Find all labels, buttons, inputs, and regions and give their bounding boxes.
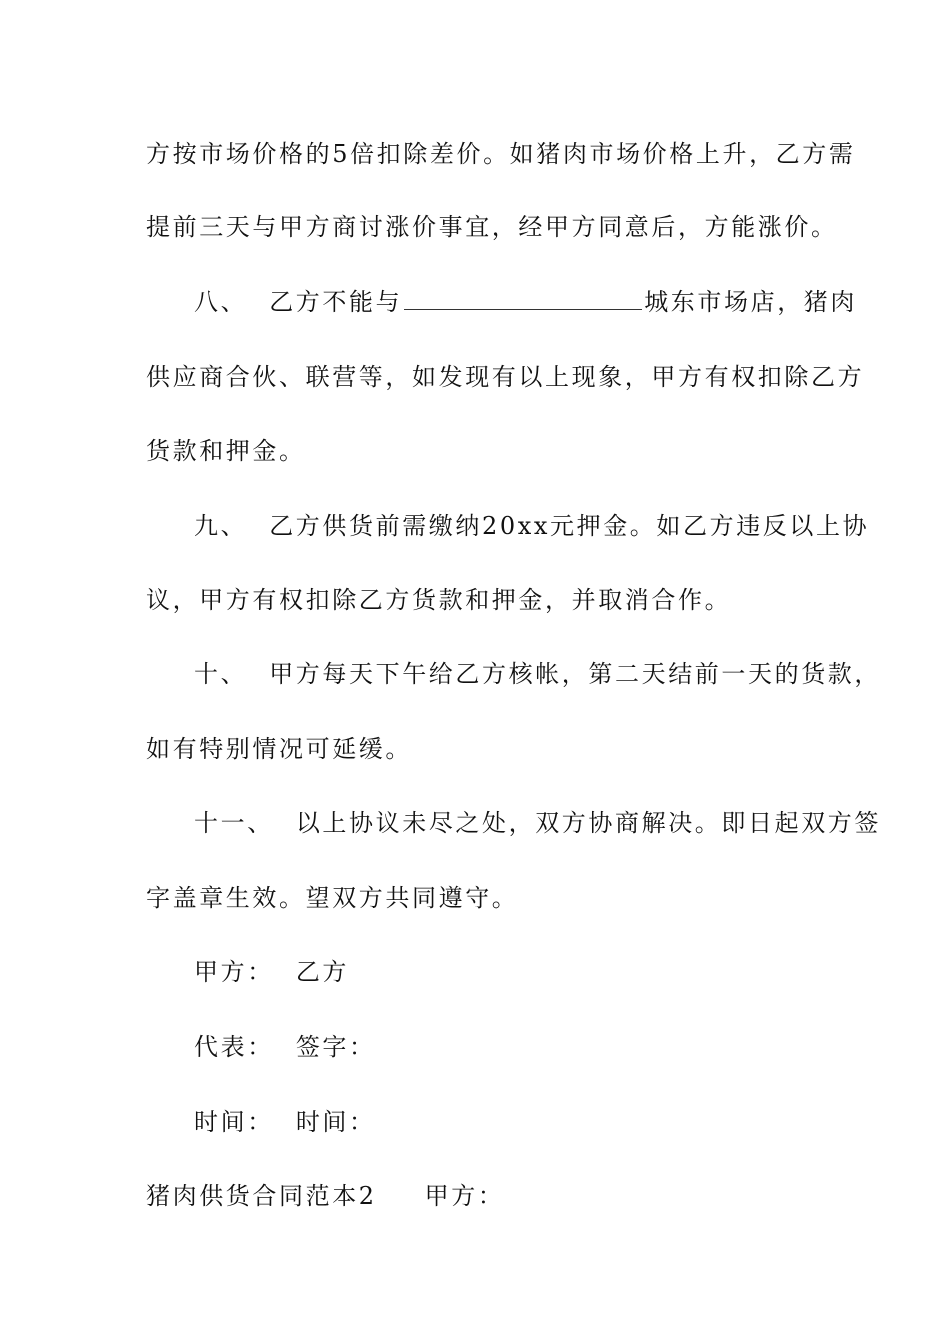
clause-10	[194, 658, 881, 690]
signature-label: 签字：	[295, 1033, 376, 1061]
signature-time	[194, 1106, 376, 1138]
paragraph-line: 议，甲方有权扣除乙方货款和押金，并取消合作。	[146, 586, 732, 614]
paragraph-line: 供应商合伙、联营等，如发现有以上现象，甲方有权扣除乙方	[146, 363, 865, 391]
clause-text: 乙方不能与	[269, 288, 403, 316]
time-label-b: 时间：	[295, 1108, 376, 1136]
paragraph-line: 提前三天与甲方商讨涨价事宜，经甲方同意后，方能涨价。	[146, 213, 838, 241]
representative-label: 代表：	[194, 1033, 274, 1061]
clause-8	[194, 286, 857, 318]
paragraph-line: 货款和押金。	[146, 437, 306, 465]
paragraph-line: 方按市场价格的5倍扣除差价。如猪肉市场价格上升，乙方需	[146, 140, 856, 168]
next-section-title: 猪肉供货合同范本2	[146, 1182, 377, 1210]
clause-number: 九、	[194, 512, 248, 540]
fill-in-blank	[404, 287, 642, 310]
clause-9	[194, 510, 869, 542]
signature-representative	[194, 1031, 376, 1063]
clause-number: 十一、	[194, 809, 274, 837]
party-b-label: 乙方	[295, 958, 350, 986]
clause-number: 十、	[194, 660, 248, 688]
clause-text: 甲方每天下午给乙方核帐，第二天结前一天的货款，	[269, 660, 882, 688]
next-section-party-a: 甲方：	[424, 1182, 505, 1210]
party-a-label: 甲方：	[194, 958, 274, 986]
clause-11	[194, 807, 881, 839]
paragraph-line: 如有特别情况可延缓。	[146, 735, 412, 763]
next-section-heading	[146, 1180, 504, 1212]
clause-text: 乙方供货前需缴纳20xx元押金。如乙方违反以上协	[269, 512, 870, 540]
clause-text: 城东市场店，猪肉	[644, 288, 858, 316]
clause-text: 以上协议未尽之处，双方协商解决。即日起双方签	[295, 809, 882, 837]
paragraph-line: 字盖章生效。望双方共同遵守。	[146, 884, 519, 912]
time-label-a: 时间：	[194, 1108, 274, 1136]
clause-number: 八、	[194, 288, 248, 316]
signature-parties	[194, 956, 349, 988]
